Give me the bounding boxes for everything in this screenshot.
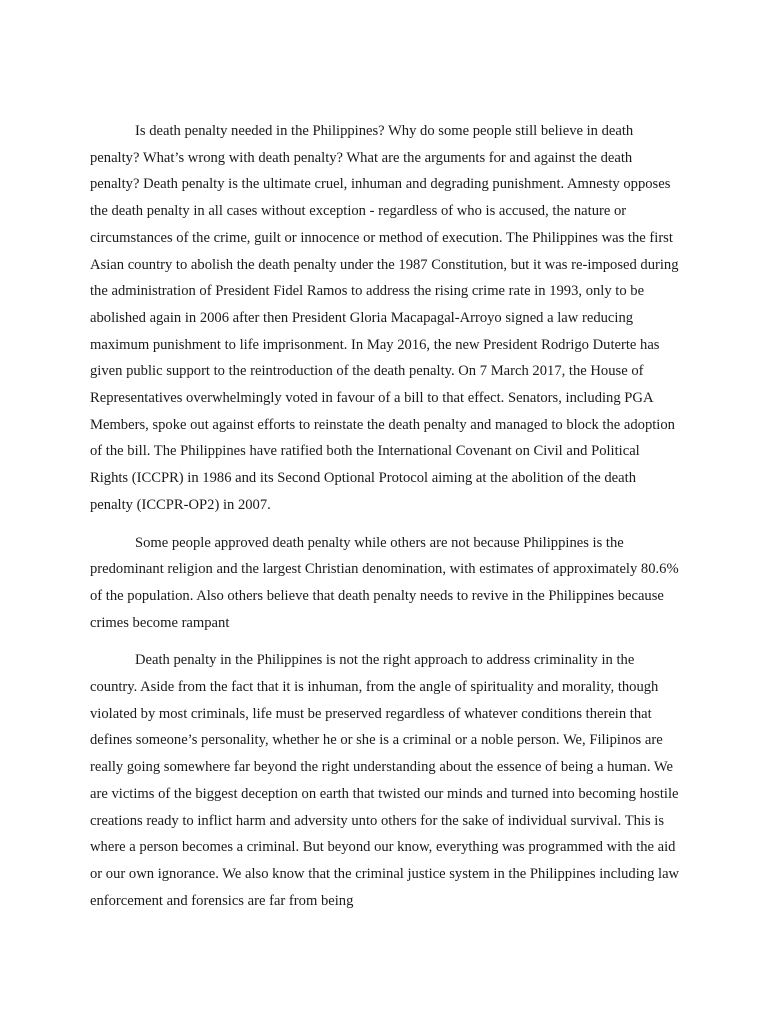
paragraph-intro: Is death penalty needed in the Philippines? Why do some people still believe in death penalty? What’s wrong with death penalty? What are the arguments for and against the death penalty? Death penalty is the ultimate cruel, inhuman and degrading punishment. Amnesty opposes the death penalty in all cases without exception - regardless of who is accused, the nature or circumstances of the crime, guilt or innocence or method of execution. The Philippines was the first Asian country to abolish the death penalty under the 1987 Constitution, but it was re-imposed during the administration of President Fidel Ramos to address the rising crime rate in 1993, only to be abolished again in 2006 after then President Gloria Macapagal-Arroyo signed a law reducing maximum punishment to life imprisonment. In May 2016, the new President Rodrigo Duterte has given public support to the reintroduction of the death penalty. On 7 March 2017, the House of Representatives overwhelmingly voted in favour of a bill to that effect. Senators, including PGA Members, spoke out against efforts to reinstate the death penalty and managed to block the adoption of the bill. The Philippines have ratified both the International Covenant on Civil and Political Rights (ICCPR) in 1986 and its Second Optional Protocol aiming at the abolition of the death penalty (ICCPR-OP2) in 2007.: [90, 123, 679, 513]
paragraph-argument: Death penalty in the Philippines is not the right approach to address criminality in the country. Aside from the fact that it is inhuman, from the angle of spirituality and morality, though violated by most criminals, life must be preserved regardless of whatever conditions therein that defines someone’s personality, whether he or she is a criminal or a noble person. We, Filipinos are really going somewhere far beyond the right understanding about the essence of being a human. We are victims of the biggest deception on earth that twisted our minds and turned into becoming hostile creations ready to inflict harm and adversity unto others for the sake of individual survival. This is where a person becomes a criminal. But beyond our know, everything was programmed with the aid or our own ignorance. We also know that the criminal justice system in the Philippines including law enforcement and forensics are far from being: [90, 652, 680, 909]
paragraph-public-opinion: Some people approved death penalty while others are not because Philippines is the predominant religion and the largest Christian denomination, with estimates of approximately 80.6% of the population. Also others believe that death penalty needs to revive in the Philippines because crimes become rampant: [90, 534, 679, 631]
document-body: [90, 118, 680, 914]
